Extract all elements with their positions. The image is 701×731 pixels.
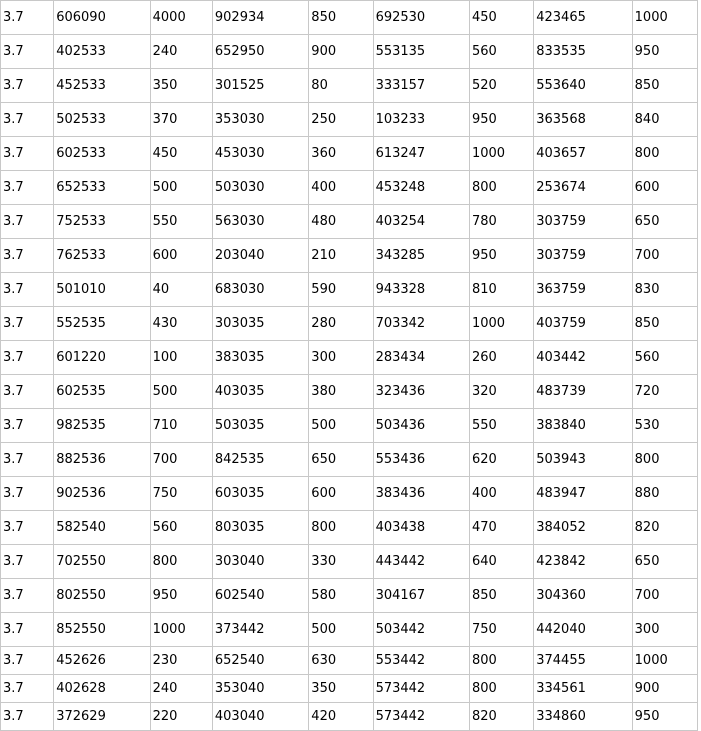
table-cell: 830	[632, 273, 697, 307]
table-cell: 652540	[212, 647, 308, 675]
table-cell: 943328	[373, 273, 469, 307]
table-cell: 750	[469, 613, 533, 647]
table-cell: 603035	[212, 477, 308, 511]
table-cell: 452533	[54, 69, 150, 103]
table-cell: 780	[469, 205, 533, 239]
table-cell: 750	[150, 477, 212, 511]
table-row	[1, 477, 698, 511]
table-cell: 3.7	[1, 239, 54, 273]
table-cell: 590	[309, 273, 373, 307]
table-cell: 752533	[54, 205, 150, 239]
table-cell: 400	[309, 171, 373, 205]
table-cell: 800	[632, 137, 697, 171]
table-cell: 452626	[54, 647, 150, 675]
table-cell: 363568	[534, 103, 632, 137]
table-body	[1, 1, 698, 731]
table-cell: 3.7	[1, 545, 54, 579]
table-cell: 800	[309, 511, 373, 545]
table-cell: 210	[309, 239, 373, 273]
table-cell: 600	[150, 239, 212, 273]
table-cell: 3.7	[1, 35, 54, 69]
table-cell: 850	[632, 307, 697, 341]
table-cell: 702550	[54, 545, 150, 579]
table-cell: 360	[309, 137, 373, 171]
table-cell: 453030	[212, 137, 308, 171]
table-cell: 683030	[212, 273, 308, 307]
table-cell: 300	[632, 613, 697, 647]
table-cell: 3.7	[1, 273, 54, 307]
table-cell: 3.7	[1, 205, 54, 239]
table-cell: 334860	[534, 703, 632, 731]
table-cell: 602540	[212, 579, 308, 613]
table-cell: 304167	[373, 579, 469, 613]
table-cell: 982535	[54, 409, 150, 443]
table-cell: 283434	[373, 341, 469, 375]
table-cell: 502533	[54, 103, 150, 137]
table-cell: 500	[309, 613, 373, 647]
table-cell: 810	[469, 273, 533, 307]
table-cell: 553640	[534, 69, 632, 103]
table-row	[1, 443, 698, 477]
table-cell: 403657	[534, 137, 632, 171]
table-cell: 403040	[212, 703, 308, 731]
table-row	[1, 545, 698, 579]
table-cell: 343285	[373, 239, 469, 273]
table-cell: 1000	[632, 647, 697, 675]
table-row	[1, 511, 698, 545]
table-cell: 253674	[534, 171, 632, 205]
table-cell: 3.7	[1, 137, 54, 171]
table-cell: 3.7	[1, 341, 54, 375]
table-cell: 553135	[373, 35, 469, 69]
table-cell: 403438	[373, 511, 469, 545]
table-cell: 1000	[632, 1, 697, 35]
table-cell: 800	[469, 647, 533, 675]
table-cell: 703342	[373, 307, 469, 341]
table-cell: 560	[632, 341, 697, 375]
table-cell: 3.7	[1, 477, 54, 511]
table-cell: 613247	[373, 137, 469, 171]
table-cell: 902934	[212, 1, 308, 35]
table-cell: 650	[632, 545, 697, 579]
table-cell: 720	[632, 375, 697, 409]
table-cell: 3.7	[1, 579, 54, 613]
table-cell: 650	[632, 205, 697, 239]
table-cell: 350	[309, 675, 373, 703]
table-row	[1, 341, 698, 375]
table-cell: 800	[469, 675, 533, 703]
table-cell: 520	[469, 69, 533, 103]
table-cell: 700	[632, 579, 697, 613]
table-row	[1, 239, 698, 273]
table-cell: 203040	[212, 239, 308, 273]
table-cell: 3.7	[1, 375, 54, 409]
table-cell: 372629	[54, 703, 150, 731]
table-cell: 600	[309, 477, 373, 511]
table-row	[1, 613, 698, 647]
table-cell: 240	[150, 35, 212, 69]
table-cell: 350	[150, 69, 212, 103]
table-cell: 403442	[534, 341, 632, 375]
table-cell: 602533	[54, 137, 150, 171]
table-cell: 530	[632, 409, 697, 443]
table-cell: 573442	[373, 703, 469, 731]
table-cell: 950	[632, 703, 697, 731]
table-cell: 260	[469, 341, 533, 375]
table-cell: 303040	[212, 545, 308, 579]
table-cell: 620	[469, 443, 533, 477]
table-cell: 353030	[212, 103, 308, 137]
table-cell: 483947	[534, 477, 632, 511]
table-cell: 553442	[373, 647, 469, 675]
table-cell: 503030	[212, 171, 308, 205]
table-cell: 950	[150, 579, 212, 613]
table-cell: 640	[469, 545, 533, 579]
table-cell: 80	[309, 69, 373, 103]
table-cell: 840	[632, 103, 697, 137]
table-cell: 560	[469, 35, 533, 69]
table-row	[1, 375, 698, 409]
table-cell: 480	[309, 205, 373, 239]
table-cell: 503436	[373, 409, 469, 443]
table-cell: 800	[150, 545, 212, 579]
table-cell: 103233	[373, 103, 469, 137]
table-row	[1, 675, 698, 703]
table-cell: 3.7	[1, 69, 54, 103]
table-cell: 230	[150, 647, 212, 675]
table-cell: 552535	[54, 307, 150, 341]
table-cell: 606090	[54, 1, 150, 35]
table-cell: 373442	[212, 613, 308, 647]
table-cell: 601220	[54, 341, 150, 375]
table-cell: 850	[469, 579, 533, 613]
table-cell: 950	[469, 239, 533, 273]
table-cell: 450	[150, 137, 212, 171]
table-cell: 850	[632, 69, 697, 103]
table-cell: 3.7	[1, 409, 54, 443]
table-cell: 882536	[54, 443, 150, 477]
table-cell: 3.7	[1, 613, 54, 647]
table-cell: 650	[309, 443, 373, 477]
table-cell: 370	[150, 103, 212, 137]
table-cell: 800	[632, 443, 697, 477]
table-cell: 320	[469, 375, 533, 409]
table-cell: 652533	[54, 171, 150, 205]
table-cell: 453248	[373, 171, 469, 205]
table-cell: 40	[150, 273, 212, 307]
table-cell: 470	[469, 511, 533, 545]
table-cell: 3.7	[1, 647, 54, 675]
table-cell: 900	[632, 675, 697, 703]
table-cell: 403759	[534, 307, 632, 341]
table-cell: 323436	[373, 375, 469, 409]
table-cell: 700	[632, 239, 697, 273]
table-cell: 4000	[150, 1, 212, 35]
table-cell: 304360	[534, 579, 632, 613]
table-row	[1, 307, 698, 341]
table-cell: 1000	[150, 613, 212, 647]
table-cell: 423465	[534, 1, 632, 35]
table-cell: 582540	[54, 511, 150, 545]
table-cell: 380	[309, 375, 373, 409]
table-cell: 501010	[54, 273, 150, 307]
table-cell: 450	[469, 1, 533, 35]
table-cell: 600	[632, 171, 697, 205]
table-row	[1, 409, 698, 443]
table-cell: 3.7	[1, 675, 54, 703]
table-cell: 383840	[534, 409, 632, 443]
table-cell: 1000	[469, 137, 533, 171]
table-cell: 563030	[212, 205, 308, 239]
table-cell: 500	[150, 171, 212, 205]
table-cell: 500	[150, 375, 212, 409]
table-cell: 710	[150, 409, 212, 443]
table-cell: 442040	[534, 613, 632, 647]
table-cell: 3.7	[1, 307, 54, 341]
table-cell: 330	[309, 545, 373, 579]
table-cell: 430	[150, 307, 212, 341]
table-cell: 303035	[212, 307, 308, 341]
table-cell: 560	[150, 511, 212, 545]
table-cell: 220	[150, 703, 212, 731]
table-row	[1, 103, 698, 137]
table-cell: 3.7	[1, 703, 54, 731]
table-cell: 950	[469, 103, 533, 137]
table-cell: 550	[150, 205, 212, 239]
table-row	[1, 273, 698, 307]
table-cell: 3.7	[1, 103, 54, 137]
table-cell: 553436	[373, 443, 469, 477]
table-cell: 363759	[534, 273, 632, 307]
table-row	[1, 171, 698, 205]
table-cell: 3.7	[1, 511, 54, 545]
table-cell: 383035	[212, 341, 308, 375]
table-row	[1, 205, 698, 239]
table-cell: 403254	[373, 205, 469, 239]
table-cell: 3.7	[1, 1, 54, 35]
table-cell: 333157	[373, 69, 469, 103]
table-cell: 950	[632, 35, 697, 69]
table-cell: 692530	[373, 1, 469, 35]
table-cell: 602535	[54, 375, 150, 409]
table-cell: 100	[150, 341, 212, 375]
table-cell: 402533	[54, 35, 150, 69]
table-row	[1, 579, 698, 613]
table-cell: 374455	[534, 647, 632, 675]
table-cell: 1000	[469, 307, 533, 341]
table-cell: 820	[469, 703, 533, 731]
table-cell: 852550	[54, 613, 150, 647]
table-row	[1, 137, 698, 171]
table-cell: 580	[309, 579, 373, 613]
table-cell: 483739	[534, 375, 632, 409]
table-cell: 353040	[212, 675, 308, 703]
table-cell: 762533	[54, 239, 150, 273]
table-cell: 802550	[54, 579, 150, 613]
table-cell: 383436	[373, 477, 469, 511]
table-cell: 902536	[54, 477, 150, 511]
table-cell: 700	[150, 443, 212, 477]
table-cell: 3.7	[1, 171, 54, 205]
table-cell: 3.7	[1, 443, 54, 477]
table-cell: 300	[309, 341, 373, 375]
table-cell: 443442	[373, 545, 469, 579]
table-cell: 503035	[212, 409, 308, 443]
table-cell: 573442	[373, 675, 469, 703]
table-cell: 423842	[534, 545, 632, 579]
table-cell: 503442	[373, 613, 469, 647]
table-row	[1, 647, 698, 675]
table-row	[1, 1, 698, 35]
table-cell: 652950	[212, 35, 308, 69]
table-cell: 403035	[212, 375, 308, 409]
table-cell: 880	[632, 477, 697, 511]
table-cell: 900	[309, 35, 373, 69]
table-cell: 550	[469, 409, 533, 443]
table-cell: 303759	[534, 239, 632, 273]
table-cell: 301525	[212, 69, 308, 103]
table-cell: 820	[632, 511, 697, 545]
table-cell: 303759	[534, 205, 632, 239]
table-cell: 503943	[534, 443, 632, 477]
table-cell: 420	[309, 703, 373, 731]
table-cell: 280	[309, 307, 373, 341]
table-cell: 400	[469, 477, 533, 511]
table-cell: 240	[150, 675, 212, 703]
table-cell: 842535	[212, 443, 308, 477]
table-row	[1, 69, 698, 103]
table-cell: 803035	[212, 511, 308, 545]
table-cell: 334561	[534, 675, 632, 703]
table-row	[1, 703, 698, 731]
table-cell: 800	[469, 171, 533, 205]
table-cell: 384052	[534, 511, 632, 545]
table-cell: 500	[309, 409, 373, 443]
table-cell: 630	[309, 647, 373, 675]
table-row	[1, 35, 698, 69]
table-cell: 850	[309, 1, 373, 35]
table-cell: 402628	[54, 675, 150, 703]
table-cell: 250	[309, 103, 373, 137]
table-cell: 833535	[534, 35, 632, 69]
